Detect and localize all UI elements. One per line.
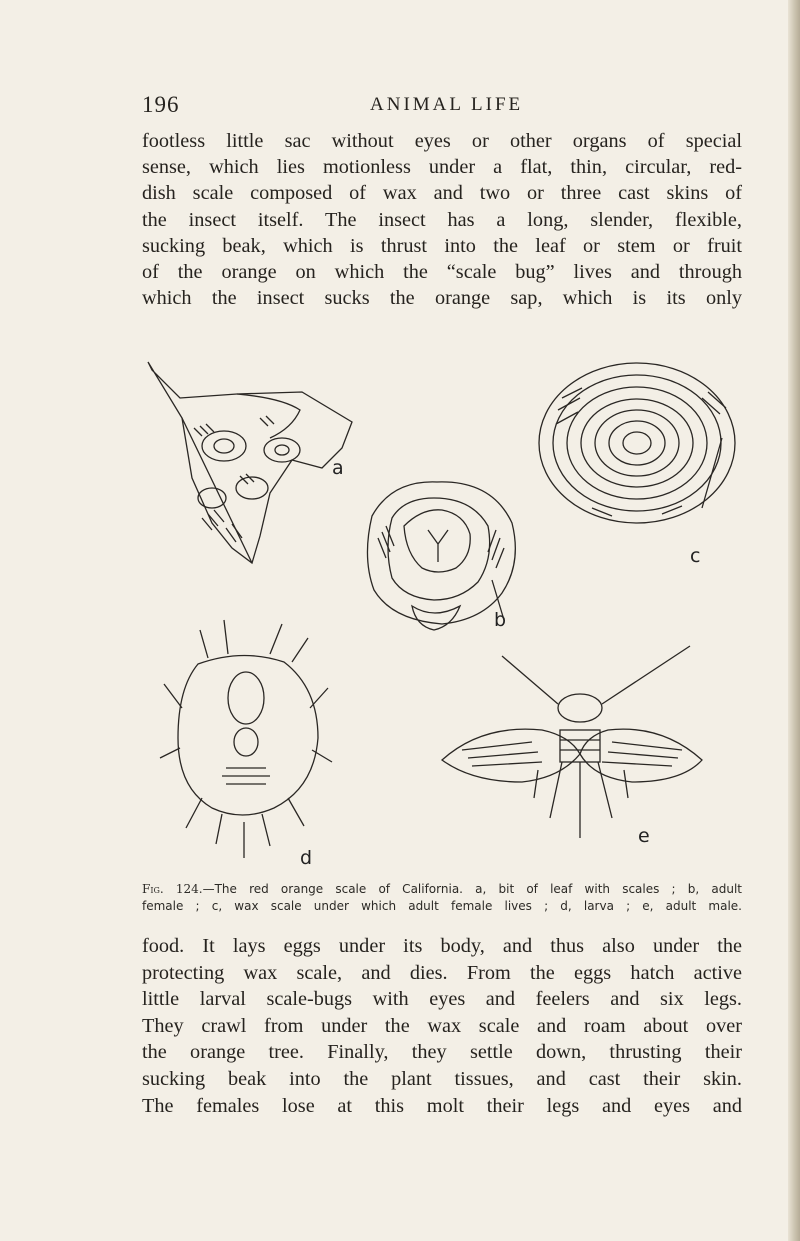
text-line: the insect itself. The insect has a long, slender, flexible, bbox=[142, 208, 742, 231]
page-edge-shadow bbox=[788, 0, 800, 1241]
label-e: e bbox=[638, 825, 650, 847]
text-line: which the insect sucks the orange sap, which is its only bbox=[142, 287, 742, 310]
bottom-paragraph bbox=[142, 933, 742, 1119]
text-line: They crawl from under the wax scale and roam about over bbox=[142, 1014, 742, 1037]
text-line: dish scale composed of wax and two or three cast skins of bbox=[142, 182, 742, 205]
panel-c-wax-scale-drawing bbox=[539, 363, 735, 523]
label-c: c bbox=[690, 545, 701, 567]
panel-d-larva-drawing bbox=[160, 620, 332, 858]
panel-b-adult-female-drawing bbox=[367, 482, 515, 630]
page-number: 196 bbox=[142, 92, 180, 117]
text-line: of the orange on which the “scale bug” lives and through bbox=[142, 261, 742, 284]
scale-insect-drawings bbox=[142, 358, 742, 878]
text-line: little larval scale-bugs with eyes and feelers and six legs. bbox=[142, 988, 742, 1011]
caption-text: —The red orange scale of California. a, bit of leaf with scales ; b, adult bbox=[202, 882, 742, 896]
text-line: sucking beak, which is thrust into the leaf or stem or fruit bbox=[142, 234, 742, 257]
text-line: protecting wax scale, and dies. From the eggs hatch active bbox=[142, 961, 742, 984]
caption-fig-number: Fig. 124. bbox=[142, 882, 203, 896]
text-line: footless little sac without eyes or other organs of special bbox=[142, 130, 742, 152]
text-line: sense, which lies motionless under a flat, thin, circular, red- bbox=[142, 156, 742, 179]
panel-e-adult-male-drawing bbox=[442, 646, 702, 838]
text-line: The females lose at this molt their legs and eyes and bbox=[142, 1094, 742, 1117]
caption-line: female ; c, wax scale under which adult female lives ; d, larva ; e, adult male. bbox=[142, 899, 742, 913]
label-b: b bbox=[494, 609, 507, 631]
text-line: the orange tree. Finally, they settle down, thrusting their bbox=[142, 1041, 742, 1064]
caption-line bbox=[142, 881, 742, 898]
text-line: food. It lays eggs under its body, and thus also under the bbox=[142, 935, 742, 957]
figure-caption bbox=[142, 881, 742, 915]
figure-illustration bbox=[142, 358, 742, 878]
label-a: a bbox=[332, 457, 344, 479]
top-paragraph bbox=[142, 128, 742, 311]
panel-a-leaf-drawing bbox=[148, 362, 352, 563]
running-title: ANIMAL LIFE bbox=[370, 94, 524, 115]
label-d: d bbox=[300, 847, 313, 869]
text-line: sucking beak into the plant tissues, and cast their skin. bbox=[142, 1067, 742, 1090]
running-header bbox=[142, 92, 740, 122]
